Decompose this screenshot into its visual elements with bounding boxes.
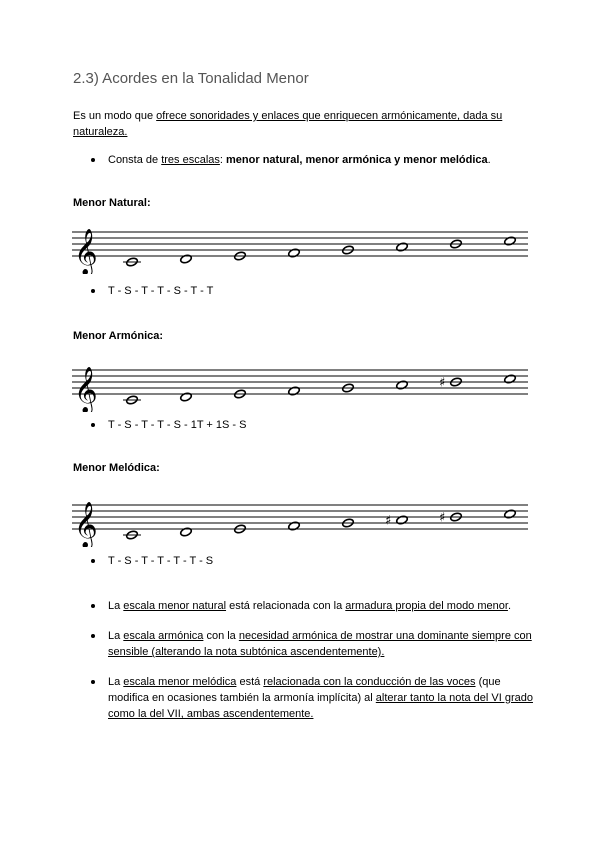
scale-names: menor natural, menor armónica y menor melódica xyxy=(226,154,488,166)
list-item xyxy=(73,553,533,569)
whole-note xyxy=(288,248,301,258)
section-heading-menor-melodica: Menor Melódica: xyxy=(73,462,160,474)
pattern-list-menor-armonica xyxy=(73,417,533,433)
underlined-text: necesidad armónica de mostrar una dominante siempre con sensible (alterando la nota subtónica ascendentemente). xyxy=(108,630,532,658)
whole-note xyxy=(504,509,517,519)
whole-note xyxy=(180,392,193,402)
underlined-text: escala armónica xyxy=(123,630,204,642)
text: La xyxy=(108,676,124,688)
whole-note xyxy=(180,527,193,537)
list-item xyxy=(73,417,533,433)
sharp-icon: ♯ xyxy=(385,513,392,529)
underlined-text: armadura propia del modo menor xyxy=(345,600,508,612)
intro-paragraph xyxy=(73,108,523,140)
staff-menor-natural xyxy=(70,222,530,274)
underlined-text: alterar tanto la nota del VI grado como la del VII, ambas ascendentemente. xyxy=(108,692,533,720)
list-item xyxy=(73,598,533,614)
text: está xyxy=(236,676,264,688)
text: con la xyxy=(203,630,239,642)
staff-menor-armonica xyxy=(70,360,530,412)
underlined-text: escala menor natural xyxy=(123,600,227,612)
sharp-icon: ♯ xyxy=(439,375,446,391)
bullet-text: : xyxy=(219,154,227,166)
whole-note xyxy=(396,515,409,525)
pattern-list-menor-natural xyxy=(73,283,533,299)
underlined-text: relacionada con la conducción de las voces xyxy=(263,676,476,688)
intro-text: Es un modo que xyxy=(73,110,157,122)
treble-clef-icon: 𝄞 xyxy=(74,502,98,547)
bullet-text: . xyxy=(487,154,491,166)
interval-pattern: T - S - T - T - S - T - T xyxy=(108,285,214,297)
text: (que modifica en ocasiones también la armonía implícita) al xyxy=(108,676,501,704)
whole-note xyxy=(288,521,301,531)
interval-pattern: T - S - T - T - T - T - S xyxy=(108,555,214,567)
text: . xyxy=(507,600,511,612)
list-item xyxy=(73,283,533,299)
section-heading-menor-armonica: Menor Armónica: xyxy=(73,330,164,342)
sharp-icon: ♯ xyxy=(439,510,446,526)
list-item xyxy=(73,674,533,722)
whole-note xyxy=(396,242,409,252)
underlined-text: escala menor melódica xyxy=(123,676,237,688)
section-heading-menor-natural: Menor Natural: xyxy=(73,197,151,209)
intro-underlined-text: ofrece sonoridades y enlaces que enriquecen armónicamente, dada su naturaleza. xyxy=(73,110,503,138)
whole-note xyxy=(504,374,517,384)
whole-note xyxy=(504,236,517,246)
treble-clef-icon: 𝄞 xyxy=(74,367,98,412)
text: La xyxy=(108,630,124,642)
list-item xyxy=(73,152,533,168)
whole-note xyxy=(396,380,409,390)
tres-escalas-link[interactable]: tres escalas xyxy=(161,154,220,166)
page-title: 2.3) Acordes en la Tonalidad Menor xyxy=(73,70,309,87)
text: La xyxy=(108,600,124,612)
list-item xyxy=(73,628,533,660)
whole-note xyxy=(288,386,301,396)
interval-pattern: T - S - T - T - S - 1T + 1S - S xyxy=(108,419,247,431)
text: está relacionada con la xyxy=(226,600,346,612)
whole-note xyxy=(180,254,193,264)
treble-clef-icon: 𝄞 xyxy=(74,229,98,274)
staff-menor-melodica xyxy=(70,495,530,547)
explanation-list xyxy=(73,598,533,722)
pattern-list-menor-melodica xyxy=(73,553,533,569)
bullet-text: Consta de xyxy=(108,154,162,166)
scales-bullet-list xyxy=(73,152,533,168)
